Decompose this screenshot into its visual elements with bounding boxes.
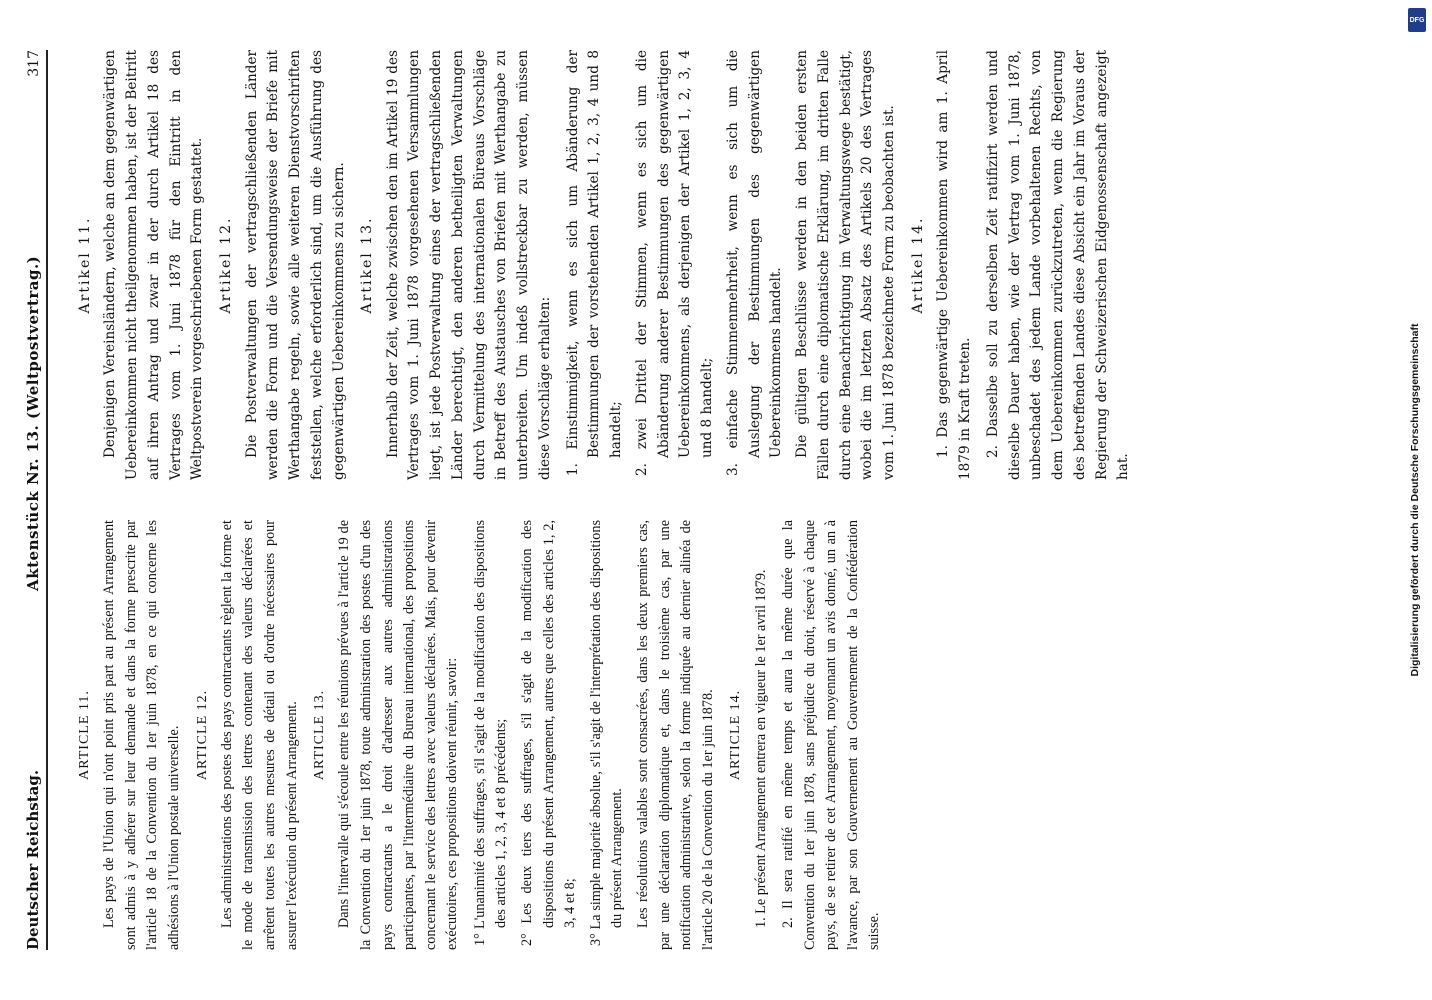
paragraph: 2. Il sera ratifié en même temps et aura la même durée que la Convention du 1er juin 1878, sans préjudice du droit, réservé à chaque pays, de se retirer de cet Arrangement, moyennant un avis donné, un an à l'avance, par son Gouvernement au Gouvernement de la Confédération suisse. xyxy=(780,520,883,950)
paragraph: Les résolutions valables sont consacrées, dans les deux premiers cas, par une déclaration diplomatique et, dans le troisième cas, par une notification administrative, selon la forme indiquée au dernier alinéa de l'article 20 de la Convention du 1er juin 1878. xyxy=(634,520,716,950)
dfg-logo-icon: DFG xyxy=(1408,8,1426,32)
article-heading: ARTICLE 12. xyxy=(194,689,210,781)
list-item: 3. einfache Stimmenmehrheit, wenn es sich um die Auslegung der Bestimmungen des gegenwärtigen Uebereinkommens handelt. xyxy=(724,50,785,476)
header-title: Aktenstück Nr. 13. (Weltpostvertrag.) xyxy=(24,255,42,591)
list-item: 2° Les deux tiers des suffrages, s'il s'agit de la modification des dispositions du présent Arrangement, autres que celles des articles 1, 2, 3, 4 et 8; xyxy=(519,520,579,946)
two-column-body xyxy=(68,50,1141,950)
article-heading: ARTICLE 13. xyxy=(312,689,328,781)
article-heading: Artikel 11. xyxy=(77,216,93,314)
article-heading: ARTICLE 14. xyxy=(728,689,744,781)
french-column xyxy=(68,520,1141,950)
funding-sidebar xyxy=(1402,0,1428,1000)
rotated-document-page xyxy=(16,20,1416,980)
header-left: Deutscher Reichstag. xyxy=(24,769,42,950)
paragraph: Les pays de l'Union qui n'ont point pris part au présent Arrangement sont admis à y adhérer sur leur demande et dans la forme prescrite par l'article 18 de la Convention du 1er juin 1878, en ce qui concerne les adhésions à l'Union postale universelle. xyxy=(101,520,182,950)
paragraph: Denjenigen Vereinsländern, welche an dem gegenwärtigen Uebereinkommen nicht theilgenommen haben, ist der Beitritt auf ihren Antrag und zwar in der durch Artikel 18 des Vertrages vom 1. Juni 1878 für den Eintritt in den Weltpostverein vorgeschriebenen Form gestattet. xyxy=(102,50,206,480)
article-heading: Artikel 13. xyxy=(359,216,376,314)
paragraph: Innerhalb der Zeit, welche zwischen den im Artikel 19 des Vertrages vom 1. Juni 1878 vorgesehenen Versammlungen liegt, ist jede Postverwaltung eines der vertragschließenden Länder berechtigt, den anderen betheiligten Verwaltungen durch Vermittelung des internationalen Büreaus Vorschläge in Betreff des Austausches von Briefen mit Werthangabe zu unterbreiten. Um indeß vollstreckbar zu werden, müssen diese Vorschläge erhalten: xyxy=(384,50,553,480)
article-heading: ARTICLE 11. xyxy=(77,690,92,780)
list-item: 2. zwei Drittel der Stimmen, wenn es sich um die Abänderung anderer Bestimmungen des gegenwärtigen Uebereinkommens, als derjenigen der Artikel 1, 2, 3, 4 und 8 handelt; xyxy=(633,50,716,476)
article-heading: Artikel 12. xyxy=(218,216,235,314)
paragraph: Die Postverwaltungen der vertragschließenden Länder werden die Form und die Versendungsweise der Briefe mit Werthangabe regeln, sowie alle weiteren Dienstvorschriften feststellen, welche erforderlich sind, um die Ausführung des gegenwärtigen Uebereinkommens zu sichern. xyxy=(243,50,347,480)
page-number: 317 xyxy=(26,50,42,77)
german-column xyxy=(68,50,1141,480)
paragraph: 2. Dasselbe soll zu derselben Zeit ratifizirt werden und dieselbe Dauer haben, wie der Vertrag vom 1. Juni 1878, unbeschadet des jedem Lande vorbehaltenen Rechts, von dem Uebereinkommen zurückzutreten, wenn die Regierung des betreffenden Landes diese Absicht ein Jahr im Voraus der Regierung der Schweizerischen Eidgenossenschaft angezeigt hat. xyxy=(984,50,1132,480)
paragraph: Dans l'intervalle qui s'écoule entre les réunions prévues à l'article 19 de la Convention du 1er juin 1878, toute administration des postes d'un des pays contractants a le droit d'adresser aux autres administrations participantes, par l'intermédiaire du Bureau international, des propositions concernant le service des lettres avec valeurs déclarées. Mais, pour devenir exécutoires, ces propositions doivent réunir, savoir: xyxy=(336,520,461,950)
page-header xyxy=(24,50,48,950)
list-item: 3° La simple majorité absolue, s'il s'agit de l'interprétation des dispositions du présent Arrangement. xyxy=(587,520,626,946)
paragraph: 1. Le présent Arrangement entrera en vigueur le 1er avril 1879. xyxy=(752,569,769,928)
paragraph: Les administrations des postes des pays contractants règlent la forme et le mode de transmission des lettres contenant des valeurs déclarées et arrêtent toutes les autres mesures de détail ou d'ordre nécessaires pour assurer l'exécution du présent Arrangement. xyxy=(218,520,300,950)
funding-note: Digitalisierung gefördert durch die Deutsche Forschungsgemeinschaft xyxy=(1409,323,1421,677)
article-heading: Artikel 14. xyxy=(909,216,926,314)
list-item: 1° L'unanimité des suffrages, s'il s'agit de la modification des dispositions des articles 1, 2, 3, 4 et 8 précédents; xyxy=(471,520,510,946)
paragraph: Die gültigen Beschlüsse werden in den beiden ersten Fällen durch eine diplomatische Erklärung, im dritten Falle durch eine Benachrichtigung im Verwaltungswege bestätigt, wobei die im letzten Absatz des Artikels 20 des Vertrages vom 1. Juni 1878 bezeichnete Form zu beobachten ist. xyxy=(794,50,898,480)
paragraph: 1. Das gegenwärtige Uebereinkommen wird am 1. April 1879 in Kraft treten. xyxy=(935,50,974,480)
list-item: 1. Einstimmigkeit, wenn es sich um Abänderung der Bestimmungen der vorstehenden Artikel 1, 2, 3, 4 und 8 handelt; xyxy=(564,50,625,476)
